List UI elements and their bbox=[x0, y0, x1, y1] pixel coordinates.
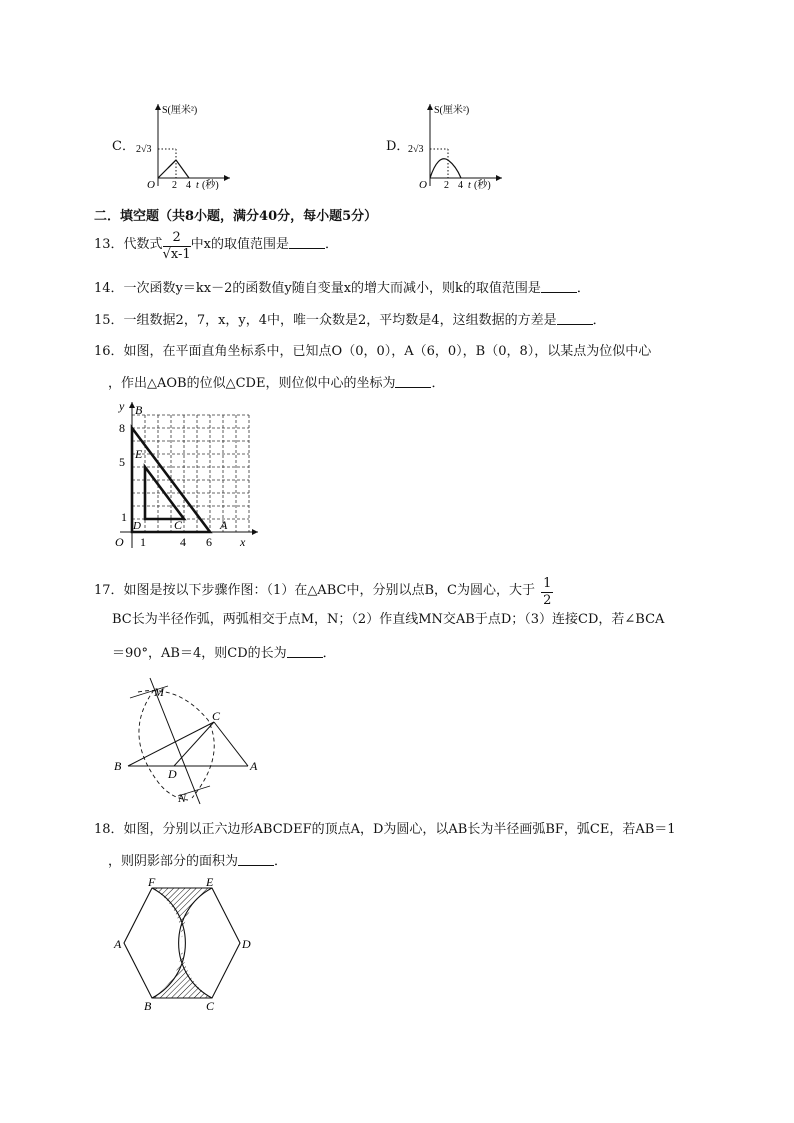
q13-frac-num: 2 bbox=[163, 230, 191, 247]
q17-M-label: M bbox=[154, 685, 164, 699]
c-tick-4: 4 bbox=[186, 180, 191, 190]
q18-D-label: D bbox=[242, 937, 251, 951]
q16-O-label: O bbox=[115, 535, 124, 549]
c-tick-2: 2 bbox=[172, 180, 177, 190]
q17-D-label: D bbox=[168, 767, 177, 781]
q16-D-label: D bbox=[133, 520, 141, 532]
section-title: 二．填空题（共8小题，满分40分，每小题5分） bbox=[94, 209, 378, 224]
q16-tick-6: 6 bbox=[206, 535, 212, 549]
q16-x-label: x bbox=[240, 535, 246, 549]
option-d-label: D． bbox=[386, 139, 410, 154]
q16-A-label: A bbox=[220, 518, 228, 532]
answer-blank-15 bbox=[557, 312, 593, 325]
q17-B-label: B bbox=[114, 759, 122, 773]
c-origin: O bbox=[147, 179, 155, 190]
q16-C-label: C bbox=[174, 518, 183, 532]
d-axis-unit: (秒) bbox=[474, 180, 491, 190]
question-15: 15．一组数据2，7，x，y，4中，唯一众数是2，平均数是4，这组数据的方差是 ． bbox=[94, 313, 606, 328]
c-axis-t: t bbox=[196, 180, 199, 190]
q18-E-label: E bbox=[206, 876, 214, 889]
q18-figure bbox=[112, 876, 262, 1016]
answer-blank-13 bbox=[289, 236, 325, 249]
q17-A-label: A bbox=[250, 759, 258, 773]
question-17-line1: 17．如图是按以下步骤作图：（1）在△ABC中，分别以点B，C为圆心，大于 $\frac{1}{2}$ bbox=[94, 576, 552, 608]
q17-frac-num: 1 bbox=[543, 576, 552, 591]
c-val-y: 2√3 bbox=[136, 144, 152, 155]
q17-frac-den: 2 bbox=[543, 593, 552, 608]
d-axis-y: S(厘米²) bbox=[434, 105, 470, 116]
q17-N-label: N bbox=[178, 791, 187, 805]
question-17-line3: ＝90°，AB＝4，则CD的长为 ． bbox=[112, 646, 336, 661]
q16-B-label: B bbox=[135, 403, 143, 417]
d-tick-4: 4 bbox=[458, 180, 463, 190]
option-c-graph bbox=[132, 100, 232, 190]
option-c-label: C． bbox=[112, 139, 135, 154]
d-axis-t: t bbox=[468, 180, 471, 190]
d-val-y: 2√3 bbox=[408, 144, 424, 155]
question-17-line2: BC长为半径作弧，两弧相交于点M，N；（2）作直线MN交AB于点D；（3）连接CD，若∠BCA bbox=[112, 612, 665, 627]
q16-figure bbox=[112, 398, 262, 552]
question-13: 13．代数式 $\frac{2}{√x-1}$ 中x的取值范围是 ． bbox=[94, 230, 338, 262]
question-18-line2: ，则阴影部分的面积为 ． bbox=[108, 854, 288, 869]
q16-E-label: E bbox=[135, 447, 143, 461]
q16-tick-1x: 1 bbox=[140, 535, 146, 549]
q17-C-label: C bbox=[212, 709, 221, 723]
q18-B-label: B bbox=[144, 999, 152, 1013]
q18-F-label: F bbox=[148, 876, 156, 889]
question-18-line1: 18．如图，分别以正六边形ABCDEF的顶点A，D为圆心，以AB长为半径画弧BF，弧CE，若AB＝1 bbox=[94, 822, 676, 837]
c-axis-y: S(厘米²) bbox=[162, 105, 198, 116]
q16-y-label: y bbox=[119, 399, 125, 413]
answer-blank-16 bbox=[395, 375, 431, 388]
q18-C-label: C bbox=[206, 999, 215, 1013]
question-14: 14．一次函数y＝kx－2的函数值y随自变量x的增大而减小，则k的取值范围是 ． bbox=[94, 281, 590, 296]
option-d-graph bbox=[404, 100, 508, 190]
answer-blank-17 bbox=[287, 645, 323, 658]
c-axis-unit: (秒) bbox=[202, 180, 219, 190]
q13-frac-den: x-1 bbox=[170, 247, 191, 262]
q17-figure bbox=[108, 674, 268, 810]
answer-blank-14 bbox=[541, 280, 577, 293]
d-origin: O bbox=[419, 179, 427, 190]
question-16-line2: ，作出△AOB的位似△CDE，则位似中心的坐标为 ． bbox=[108, 376, 445, 391]
q18-A-label: A bbox=[114, 937, 122, 951]
q16-tick-4: 4 bbox=[180, 535, 186, 549]
question-16-line1: 16．如图，在平面直角坐标系中，已知点O（0，0），A（6，0），B（0，8），以某点为位似中心 bbox=[94, 344, 652, 359]
q16-tick-1y: 1 bbox=[121, 510, 127, 524]
answer-blank-18 bbox=[238, 853, 274, 866]
q16-tick-8: 8 bbox=[119, 421, 125, 435]
q16-tick-5: 5 bbox=[119, 455, 125, 469]
d-tick-2: 2 bbox=[444, 180, 449, 190]
